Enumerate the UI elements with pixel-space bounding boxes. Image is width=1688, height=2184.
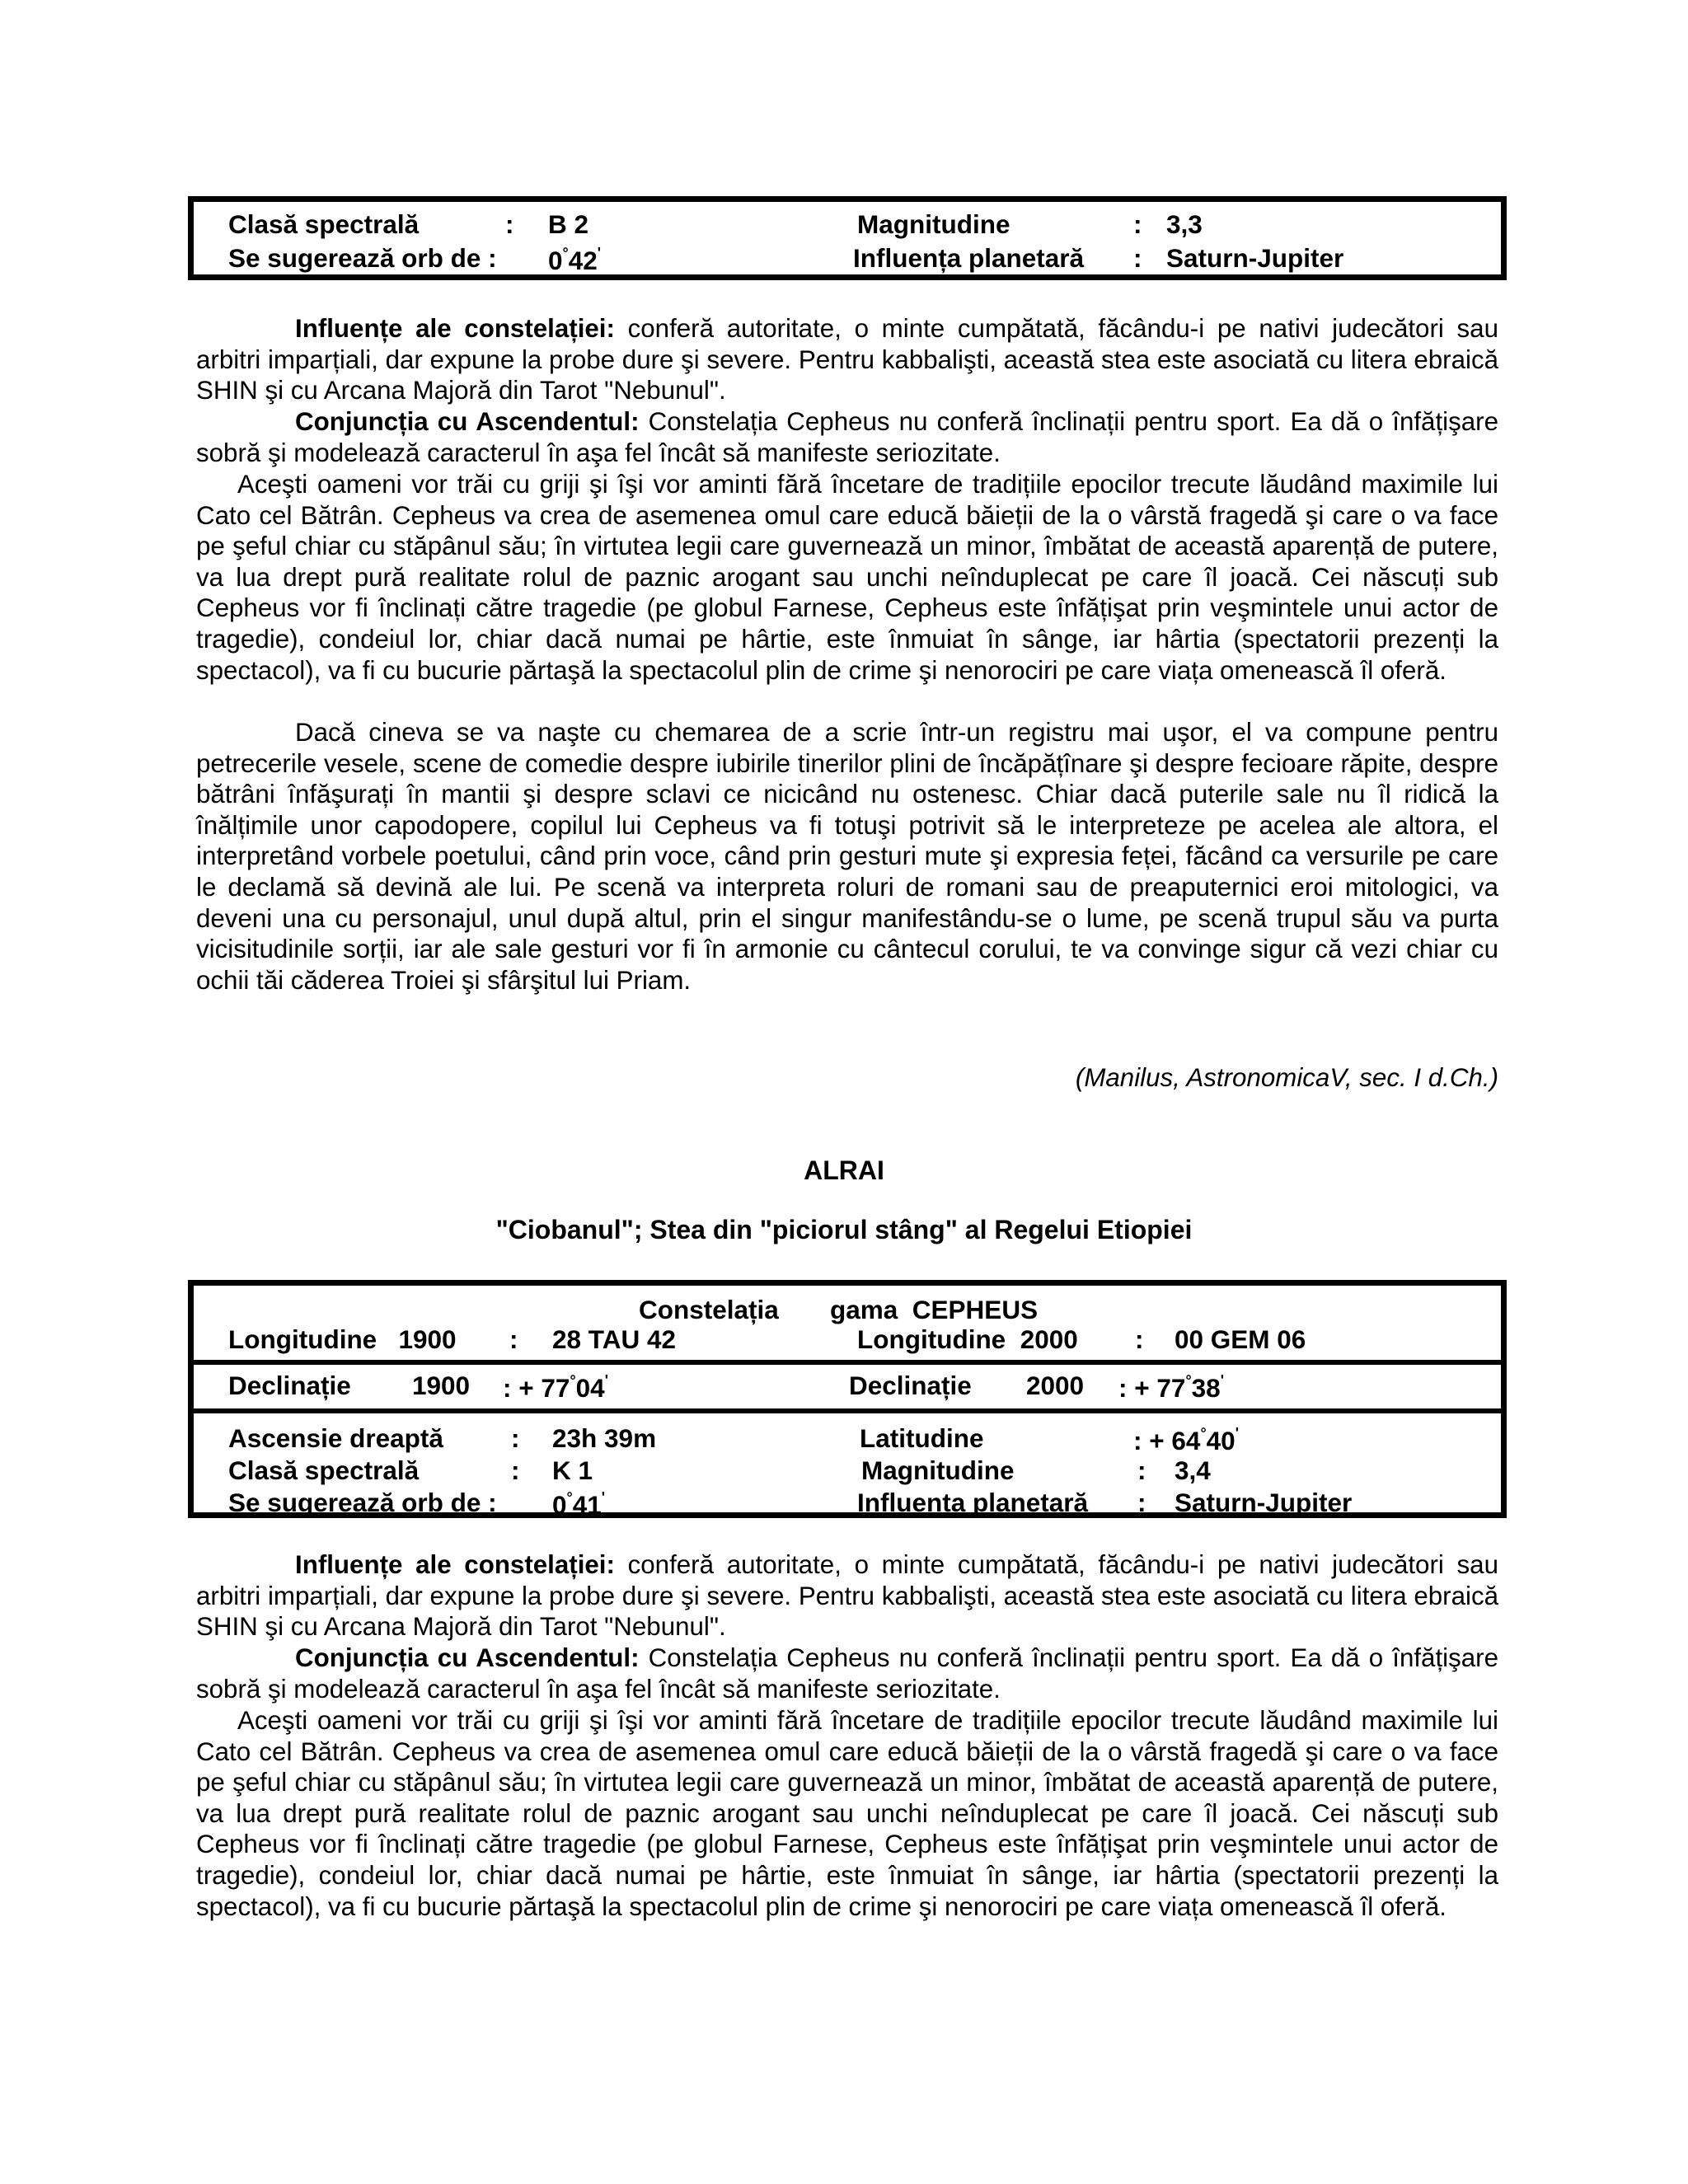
longitude-1900-colon: :: [509, 1324, 518, 1354]
right-ascension-value: 23h 39m: [552, 1423, 657, 1453]
declination-1900-year: 1900: [412, 1371, 471, 1400]
magnitude-colon: :: [1133, 209, 1142, 239]
right-ascension-colon: :: [511, 1423, 520, 1453]
longitude-1900-value: 28 TAU 42: [552, 1324, 676, 1354]
star-subtitle: "Ciobanul"; Stea din "piciorul stâng" al Regelui Etiopiei: [495, 1215, 1193, 1244]
row-separator: [194, 1360, 1501, 1365]
spectral-class-value: B 2: [548, 209, 589, 239]
spectral-class-value: K 1: [552, 1455, 593, 1485]
paragraph-influences: [196, 1549, 1498, 1643]
spectral-class-colon: :: [511, 1455, 520, 1485]
paragraph-ascendant: [196, 406, 1498, 468]
magnitude-label: Magnitudine: [861, 1455, 1015, 1485]
right-ascension-label: Ascensie dreaptă: [228, 1423, 443, 1453]
declination-2000-year: 2000: [1026, 1371, 1085, 1400]
magnitude-colon: :: [1137, 1455, 1146, 1485]
paragraph-character: [196, 469, 1498, 686]
latitude-value: : + 64°40': [1133, 1425, 1239, 1455]
paragraph-text: conferă autoritate, o minte cumpătată, făcându-i pe nativi judecători sau arbitri imparțiali, dar expune la probe dure şi severe. Pentru kabbalişti, această stea este asociată cu litera ebraică SHIN şi cu Arcana Majoră din Tarot "Nebunul".: [196, 314, 1498, 405]
paragraph-character: [196, 1705, 1498, 1922]
declination-2000-label: Declinație: [849, 1371, 972, 1400]
magnitude-value: 3,3: [1166, 209, 1203, 239]
orb-value: 0°41': [552, 1489, 606, 1520]
planetary-influence-label: Influența planetară: [857, 1488, 1089, 1517]
paragraph-text: Constelația Cepheus nu conferă înclinații pentru sport. Ea dă o înfățişare sobră şi modelează caracterul în aşa fel încât să manifeste seriozitate.: [196, 1643, 1498, 1704]
declination-2000-value: : + 77°38': [1118, 1372, 1224, 1403]
spectral-class-label: Clasă spectrală: [228, 1455, 420, 1485]
star-data-box-alrai: [188, 1280, 1507, 1518]
paragraph-lead: Influențe ale constelației:: [295, 1550, 615, 1579]
magnitude-label: Magnitudine: [857, 209, 1010, 239]
row-separator: [194, 1408, 1501, 1413]
latitude-label: Latitudine: [860, 1423, 984, 1453]
planetary-influence-label: Influența planetară: [853, 243, 1085, 273]
spectral-class-colon: :: [505, 209, 514, 239]
star-data-box-top: [188, 196, 1507, 280]
citation: (Manilus, AstronomicaV, sec. I d.Ch.): [1075, 1063, 1498, 1092]
planetary-influence-colon: :: [1133, 243, 1142, 273]
paragraph-text: Aceşti oameni vor trăi cu griji şi îşi vor aminti fără încetare de tradițiile epocilor trecute lăudând maximile lui Cato cel Bătrân. Cepheus va crea de asemenea omul care educă băieții de la o vârstă fragedă şi care o va face pe şeful chiar cu stăpânul său; în virtutea legii care guvernează un minor, îmbătat de această aparență de putere, va lua drept pură realitate rolul de paznic arogant sau unchi neînduplecat pe care îl joacă. Cei născuți sub Cepheus vor fi înclinați către tragedie (pe globul Farnese, Cepheus este înfățişat prin veşmintele unui actor de tragedie), condeiul lor, chiar dacă numai pe hârtie, este înmuiat în sânge, iar hârtia (spectatorii prezenți la spectacol), va fi cu bucurie părtaşă la spectacolul plin de crime şi nenorociri pe care viața omenească îl oferă.: [196, 1706, 1498, 1921]
orb-label: Se sugerează orb de :: [228, 1488, 497, 1517]
paragraph-comedy: [196, 717, 1498, 996]
paragraph-lead: Conjuncția cu Ascendentul:: [295, 407, 640, 436]
longitude-1900-label: Longitudine 1900: [228, 1324, 457, 1354]
planetary-influence-colon: :: [1137, 1488, 1146, 1517]
declination-1900-value: : + 77°04': [503, 1372, 608, 1403]
longitude-2000-colon: :: [1135, 1324, 1144, 1354]
constellation-label: Constelația: [639, 1295, 779, 1324]
magnitude-value: 3,4: [1175, 1455, 1211, 1485]
paragraph-lead: Influențe ale constelației:: [295, 314, 615, 343]
declination-1900-label: Declinație: [228, 1371, 351, 1400]
star-name-heading: ALRAI: [804, 1155, 884, 1185]
planetary-influence-value: Saturn-Jupiter: [1166, 243, 1344, 273]
paragraph-text: Constelația Cepheus nu conferă înclinații pentru sport. Ea dă o înfățişare sobră şi modelează caracterul în aşa fel încât să manifeste seriozitate.: [196, 407, 1498, 467]
paragraph-text: conferă autoritate, o minte cumpătată, făcându-i pe nativi judecători sau arbitri imparțiali, dar expune la probe dure şi severe. Pentru kabbalişti, această stea este asociată cu litera ebraică SHIN şi cu Arcana Majoră din Tarot "Nebunul".: [196, 1550, 1498, 1642]
paragraph-text: Dacă cineva se va naşte cu chemarea de a scrie într-un registru mai uşor, el va compune pentru petrecerile vesele, scene de comedie despre iubirile tinerilor plini de încăpățînare şi despre fecioare răpite, despre bătrâni înfăşurați în mantii şi despre sclavi ce nicicând nu ostenesc. Chiar dacă puterile sale nu îl ridică la înălțimile unor capodopere, copilul lui Cepheus va fi totuşi potrivit să le interpreteze pe acelea ale altora, el interpretând vorbele poetului, când prin voce, când prin gesturi mute şi expresia feței, făcând ca versurile pe care le declamă să devină ale lui. Pe scenă va interpreta roluri de romani sau de preaputernici eroi mitologici, va deveni una cu personajul, unul după altul, prin el singur manifestându-se o lume, pe scenă trupul său va purta vicisitudinile sorții, iar ale sale gesturi vor fi în armonie cu cântecul corului, te va convinge sigur că vezi chiar cu ochii tăi căderea Troiei şi sfârşitul lui Priam.: [196, 718, 1498, 995]
paragraph-ascendant: [196, 1643, 1498, 1704]
orb-value: 0°42': [548, 245, 602, 275]
paragraph-text: Aceşti oameni vor trăi cu griji şi îşi vor aminti fără încetare de tradițiile epocilor trecute lăudând maximile lui Cato cel Bătrân. Cepheus va crea de asemenea omul care educă băieții de la o vârstă fragedă şi care o va face pe şeful chiar cu stăpânul său; în virtutea legii care guvernează un minor, îmbătat de această aparență de putere, va lua drept pură realitate rolul de paznic arogant sau unchi neînduplecat pe care îl joacă. Cei născuți sub Cepheus vor fi înclinați către tragedie (pe globul Farnese, Cepheus este înfățişat prin veşmintele unui actor de tragedie), condeiul lor, chiar dacă numai pe hârtie, este înmuiat în sânge, iar hârtia (spectatorii prezenți la spectacol), va fi cu bucurie părtaşă la spectacolul plin de crime şi nenorociri pe care viața omenească îl oferă.: [196, 470, 1498, 685]
spectral-class-label: Clasă spectrală: [228, 209, 420, 239]
longitude-2000-value: 00 GEM 06: [1175, 1324, 1306, 1354]
constellation-value: gama CEPHEUS: [830, 1295, 1039, 1324]
paragraph-lead: Conjuncția cu Ascendentul:: [295, 1643, 640, 1672]
planetary-influence-value: Saturn-Jupiter: [1175, 1488, 1353, 1517]
paragraph-influences: [196, 313, 1498, 406]
orb-label: Se sugerează orb de :: [228, 243, 497, 273]
longitude-2000-label: Longitudine 2000: [857, 1324, 1078, 1354]
